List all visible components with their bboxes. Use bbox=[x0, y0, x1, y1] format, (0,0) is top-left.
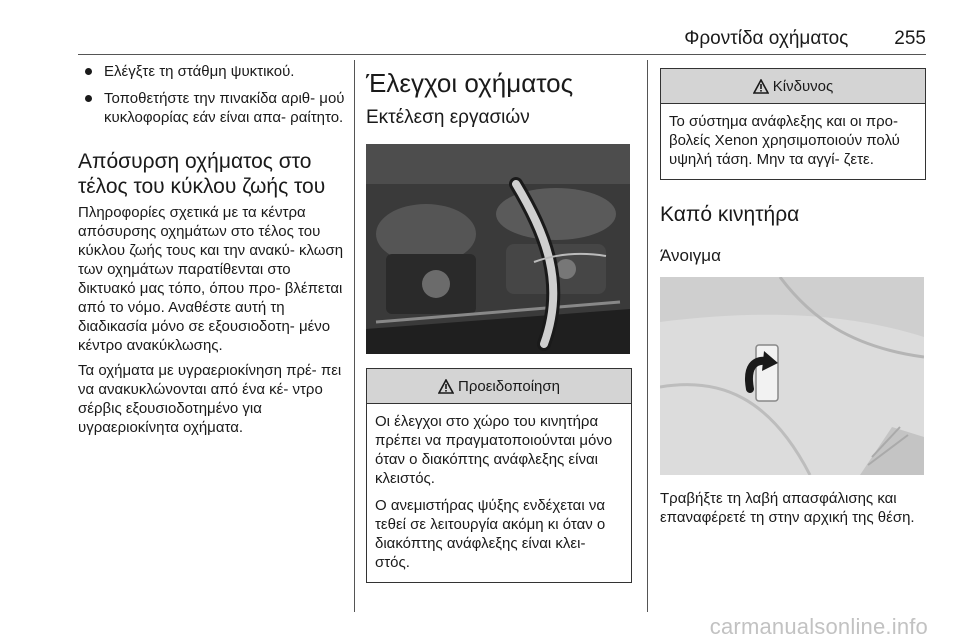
column-middle bbox=[366, 62, 632, 583]
danger-triangle-icon bbox=[753, 79, 769, 94]
subsection-title: Εκτέλεση εργασιών bbox=[366, 107, 530, 128]
danger-box-header bbox=[661, 69, 925, 104]
section-title-recycling: Απόσυρση οχήματος στο τέλος του κύκλου ζωής του bbox=[78, 150, 326, 198]
page-header bbox=[78, 28, 926, 50]
danger-box bbox=[660, 68, 926, 180]
column-separator-2 bbox=[647, 60, 648, 612]
section-title-bonnet: Καπό κινητήρα bbox=[660, 203, 800, 226]
warning-box-body bbox=[367, 404, 631, 582]
warning-triangle-icon bbox=[438, 379, 454, 394]
header-rule bbox=[78, 54, 926, 55]
warning-box bbox=[366, 368, 632, 583]
danger-heading: Κίνδυνος bbox=[772, 77, 834, 95]
column-right bbox=[660, 62, 926, 533]
warning-box-header bbox=[367, 369, 631, 404]
body-paragraph: Τα οχήματα με υγραεριοκίνηση πρέ- πει να ανακυκλώνονται από ένα κέ- ντρο σέρβις εξουσιοδοτημένο για υγραεριοκίνητα οχήματα. bbox=[78, 362, 342, 436]
body-paragraph: Πληροφορίες σχετικά με τα κέντρα απόσυρσης οχημάτων στο τέλος του κύκλου ζωής τους και την ανακύ- κλωση των οχημάτων παρατίθενται στο δικτυακό μας τόπο, όπου προ- βλέπεται από το νόμο. Αναθέστε αυτή τη διαδικασία μόνο σε εξουσιοδοτη- μένο κέντρο ανακύκλωσης. bbox=[78, 204, 344, 354]
warning-heading: Προειδοποίηση bbox=[458, 377, 560, 395]
danger-box-body bbox=[661, 104, 925, 179]
bullet-list bbox=[78, 62, 346, 127]
bonnet-release-illustration bbox=[660, 277, 924, 475]
page-number: 255 bbox=[894, 28, 926, 49]
warning-paragraph: Ο ανεμιστήρας ψύξης ενδέχεται να τεθεί σε λειτουργία ακόμη κι όταν ο διακόπτης ανάφλεξης είναι κλει- στός. bbox=[375, 497, 606, 571]
footer-watermark: carmanualsonline.info bbox=[709, 614, 928, 639]
instruction-text: Τραβήξτε τη λαβή απασφάλισης και επαναφέρετέ τη στην αρχική της θέση. bbox=[660, 490, 915, 526]
chapter-title: Έλεγχοι οχήματος bbox=[366, 68, 574, 98]
header-title: Φροντίδα οχήματος bbox=[684, 28, 849, 49]
bullet-item: Τοποθετήστε την πινακίδα αριθ- μού κυκλοφορίας εάν είναι απα- ραίτητο. bbox=[78, 89, 346, 127]
column-left bbox=[78, 62, 346, 443]
warning-paragraph: Οι έλεγχοι στο χώρο του κινητήρα πρέπει να πραγματοποιούνται μόνο όταν ο διακόπτης ανάφλεξης είναι κλειστός. bbox=[375, 413, 613, 487]
danger-text: Το σύστημα ανάφλεξης και οι προ- βολείς Xenon χρησιμοποιούν πολύ υψηλή τάση. Μην τα αγγί- ζετε. bbox=[669, 113, 900, 168]
engine-bay-illustration bbox=[366, 144, 630, 354]
bullet-item: Ελέγξτε τη στάθμη ψυκτικού. bbox=[78, 62, 346, 81]
column-separator-1 bbox=[354, 60, 355, 612]
subsection-title-opening: Άνοιγμα bbox=[660, 246, 721, 265]
